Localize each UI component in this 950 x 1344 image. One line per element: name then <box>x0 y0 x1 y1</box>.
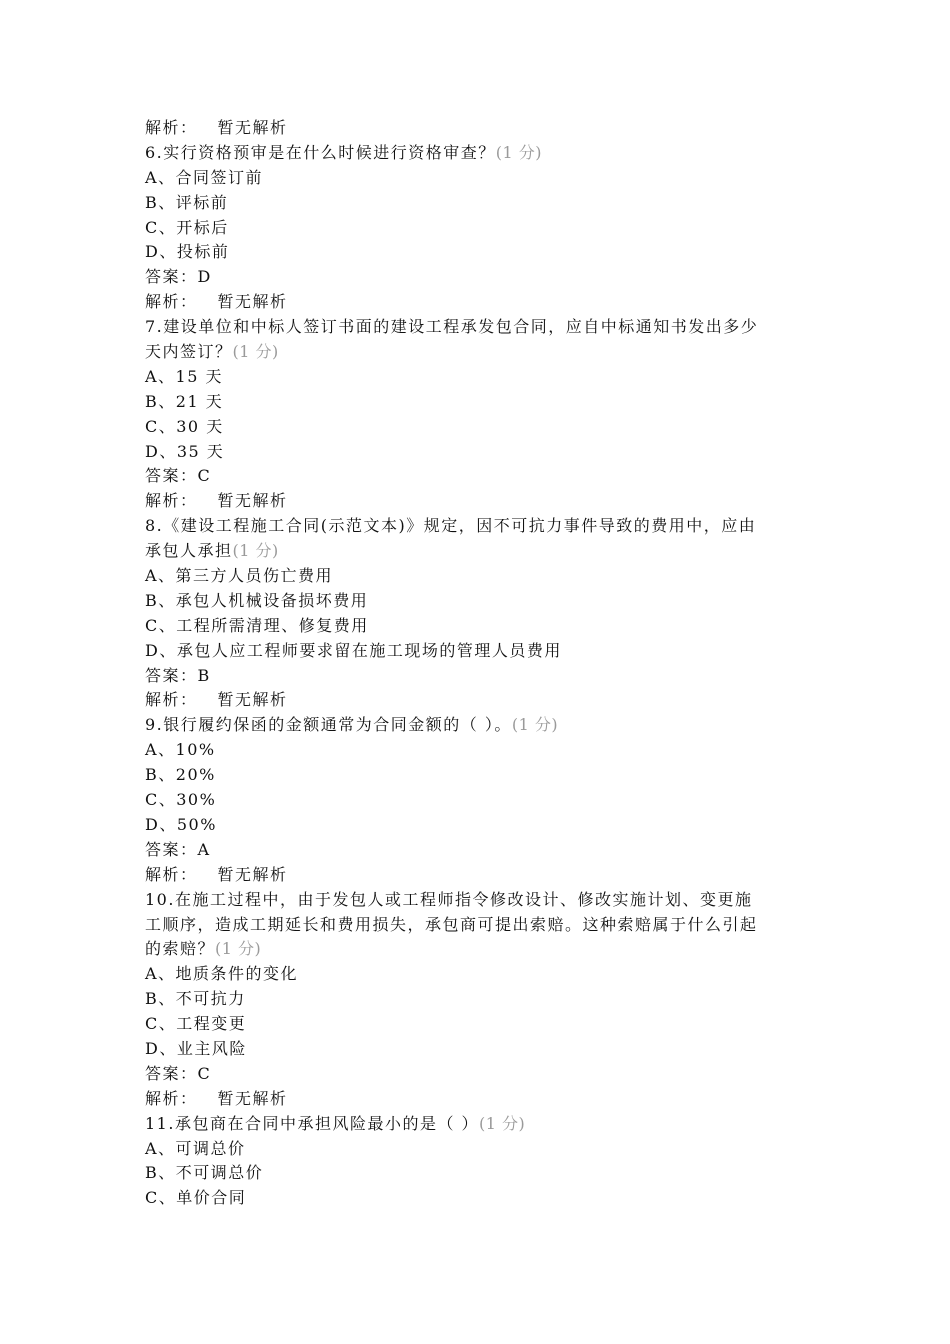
option-d: D、承包人应工程师要求留在施工现场的管理人员费用 <box>145 640 562 660</box>
analysis-label: 解析： <box>145 1088 198 1108</box>
answer-value: A <box>197 839 211 859</box>
option-a: A、可调总价 <box>145 1138 246 1158</box>
analysis-line <box>145 863 825 888</box>
analysis-value: 暂无解析 <box>217 864 288 884</box>
answer-value: C <box>197 466 212 486</box>
answer-label: 答案： <box>145 1063 198 1083</box>
option-c: C、30% <box>145 790 217 810</box>
option-c: C、30 天 <box>145 416 224 436</box>
option-a: A、合同签订前 <box>145 167 264 187</box>
option-b: B、不可调总价 <box>145 1163 264 1183</box>
analysis-label: 解析： <box>145 690 198 710</box>
question-6-line-1 <box>145 141 825 166</box>
question-7-line-2 <box>145 340 825 365</box>
question-text: 建设单位和中标人签订书面的建设工程承发包合同，应自中标通知书发出多少 <box>163 317 759 337</box>
option-a: A、第三方人员伤亡费用 <box>145 566 334 586</box>
option-a: A、地质条件的变化 <box>145 964 299 984</box>
question-8-line-1 <box>145 514 825 539</box>
question-score: (1 分) <box>215 939 262 959</box>
analysis-label: 解析： <box>145 864 198 884</box>
analysis-line <box>145 290 825 315</box>
question-10-line-2 <box>145 913 825 938</box>
answer-line <box>145 838 825 863</box>
answer-label: 答案： <box>145 665 198 685</box>
answer-label: 答案： <box>145 839 198 859</box>
question-text: 银行履约保函的金额通常为合同金额的（ ）。 <box>163 715 512 735</box>
analysis-line <box>145 116 825 141</box>
answer-label: 答案： <box>145 466 198 486</box>
question-score: (1 分) <box>511 715 559 735</box>
analysis-value: 暂无解析 <box>217 690 288 710</box>
option-c: C、开标后 <box>145 217 229 237</box>
option-c: C、单价合同 <box>145 1188 247 1208</box>
question-text: 的索赔？ <box>145 939 216 959</box>
answer-line <box>145 664 825 689</box>
answer-value: D <box>197 267 212 287</box>
analysis-label: 解析： <box>145 292 198 312</box>
analysis-line <box>145 1087 825 1112</box>
analysis-value: 暂无解析 <box>217 1088 288 1108</box>
question-number: 8. <box>145 516 164 536</box>
question-text: 在施工过程中，由于发包人或工程师指令修改设计、修改实施计划、变更施 <box>174 889 753 909</box>
analysis-value: 暂无解析 <box>217 292 288 312</box>
question-text: 承包人承担 <box>145 541 233 561</box>
analysis-value: 暂无解析 <box>217 491 288 511</box>
question-number: 11. <box>145 1113 175 1133</box>
answer-line <box>145 265 825 290</box>
question-9-line-1 <box>145 713 825 738</box>
question-text: 工顺序，造成工期延长和费用损失，承包商可提出索赔。这种索赔属于什么引起 <box>145 914 758 934</box>
question-text: 承包商在合同中承担风险最小的是（ ） <box>174 1113 480 1133</box>
option-b: B、评标前 <box>145 192 229 212</box>
answer-line <box>145 1062 825 1087</box>
question-7-line-1 <box>145 315 825 340</box>
question-number: 7. <box>145 317 164 337</box>
option-b: B、承包人机械设备损坏费用 <box>145 590 369 610</box>
question-number: 9. <box>145 715 164 735</box>
document-page <box>145 116 825 1211</box>
question-score: (1 分) <box>232 342 279 362</box>
question-number: 6. <box>145 142 164 162</box>
analysis-line <box>145 489 825 514</box>
option-d: D、业主风险 <box>145 1038 247 1058</box>
analysis-label: 解析： <box>145 491 198 511</box>
option-a: A、10% <box>145 740 216 760</box>
question-score: (1 分) <box>232 541 279 561</box>
option-c: C、工程所需清理、修复费用 <box>145 615 369 635</box>
question-10-line-3 <box>145 937 825 962</box>
option-a: A、15 天 <box>145 366 224 386</box>
answer-label: 答案： <box>145 267 198 287</box>
question-text: 《建设工程施工合同(示范文本)》规定，因不可抗力事件导致的费用中，应由 <box>163 516 757 536</box>
question-text: 实行资格预审是在什么时候进行资格审查？ <box>163 142 496 162</box>
question-number: 10. <box>145 889 175 909</box>
question-11-line-1 <box>145 1112 825 1137</box>
analysis-value: 暂无解析 <box>217 118 288 137</box>
option-b: B、不可抗力 <box>145 989 246 1009</box>
question-score: (1 分) <box>495 142 543 162</box>
question-text: 天内签订？ <box>145 342 233 362</box>
answer-value: C <box>197 1063 212 1083</box>
analysis-line <box>145 688 825 713</box>
question-score: (1 分) <box>479 1113 526 1133</box>
answer-line <box>145 464 825 489</box>
question-10-line-1 <box>145 888 825 913</box>
option-d: D、50% <box>145 814 217 834</box>
option-d: D、投标前 <box>145 242 230 262</box>
option-b: B、20% <box>145 765 216 785</box>
question-8-line-2 <box>145 539 825 564</box>
answer-value: B <box>197 665 211 685</box>
option-b: B、21 天 <box>145 391 224 411</box>
option-d: D、35 天 <box>145 441 225 461</box>
option-c: C、工程变更 <box>145 1014 247 1034</box>
analysis-label: 解析： <box>145 118 198 137</box>
